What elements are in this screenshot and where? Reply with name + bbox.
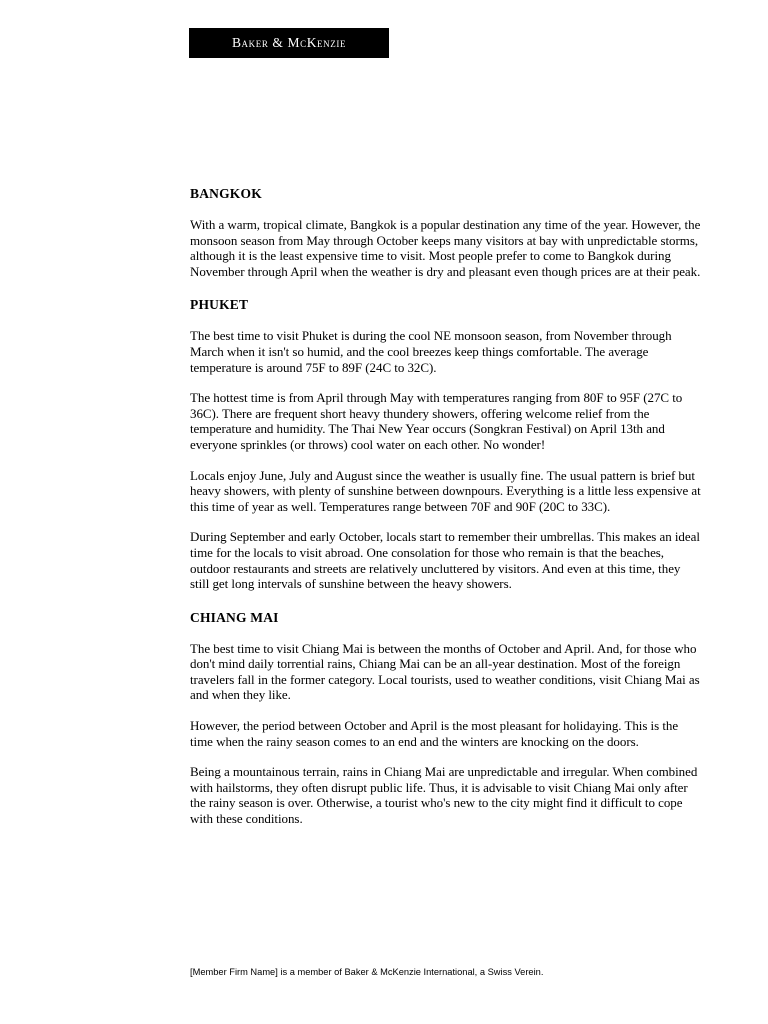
document-body bbox=[190, 184, 702, 827]
paragraph: With a warm, tropical climate, Bangkok is a popular destination any time of the year. However, the monsoon season from May through October keeps many visitors at bay with unpredictable storms, although it is the least expensive time to visit. Most people prefer to come to Bangkok during November through April when the weather is dry and pleasant even though prices are at their peak. bbox=[190, 217, 701, 279]
paragraph: During September and early October, locals start to remember their umbrellas. This makes an ideal time for the locals to visit abroad. One consolation for those who remain is that the beaches, outdoor restaurants and streets are relatively uncluttered by visitors. And even at this time, they still get long intervals of sunshine between the heavy showers. bbox=[190, 529, 700, 592]
company-logo bbox=[189, 28, 389, 58]
paragraph: The hottest time is from April through May with temperatures ranging from 80F to 95F (27C to 36C). There are frequent short heavy thundery showers, offering welcome relief from the temperature and humidity. The Thai New Year occurs (Songkran Festival) on April 13th and everyone sprinkles (or throws) cool water on each other. No wonder! bbox=[190, 390, 683, 452]
paragraph: Locals enjoy June, July and August since the weather is usually fine. The usual pattern is brief but heavy showers, with plenty of sunshine between downpours. Everything is a little less expensive at this time of year as well. Temperatures range between 70F and 90F (20C to 33C). bbox=[190, 467, 701, 514]
section-heading-bangkok: BANGKOK bbox=[190, 186, 262, 201]
paragraph: The best time to visit Phuket is during the cool NE monsoon season, from November through March when it isn't so humid, and the cool breezes keep things comfortable. The average temperature is around 75F to 89F (24C to 32C). bbox=[190, 328, 672, 375]
paragraph: However, the period between October and April is the most pleasant for holidaying. This is the time when the rainy season comes to an end and the winters are knocking on the doors. bbox=[190, 718, 679, 749]
footer-note: [Member Firm Name] is a member of Baker & McKenzie International, a Swiss Verein. bbox=[190, 967, 544, 977]
section-heading-phuket: PHUKET bbox=[190, 297, 249, 313]
section-heading-chiang-mai: CHIANG MAI bbox=[190, 609, 279, 625]
logo-text: Baker & McKenzie bbox=[231, 35, 347, 51]
paragraph: Being a mountainous terrain, rains in Chiang Mai are unpredictable and irregular. When combined with hailstorms, they often disrupt public life. Thus, it is advisable to visit Chiang Mai only after the rainy season is over. Otherwise, a tourist who's new to the city might find it difficult to cope with these conditions. bbox=[190, 764, 698, 827]
paragraph: The best time to visit Chiang Mai is between the months of October and April. And, for those who don't mind daily torrential rains, Chiang Mai can be an all-year destination. Most of the foreign travelers fall in the former category. Local tourists, used to weather conditions, visit Chiang Mai as and when they like. bbox=[190, 640, 700, 703]
